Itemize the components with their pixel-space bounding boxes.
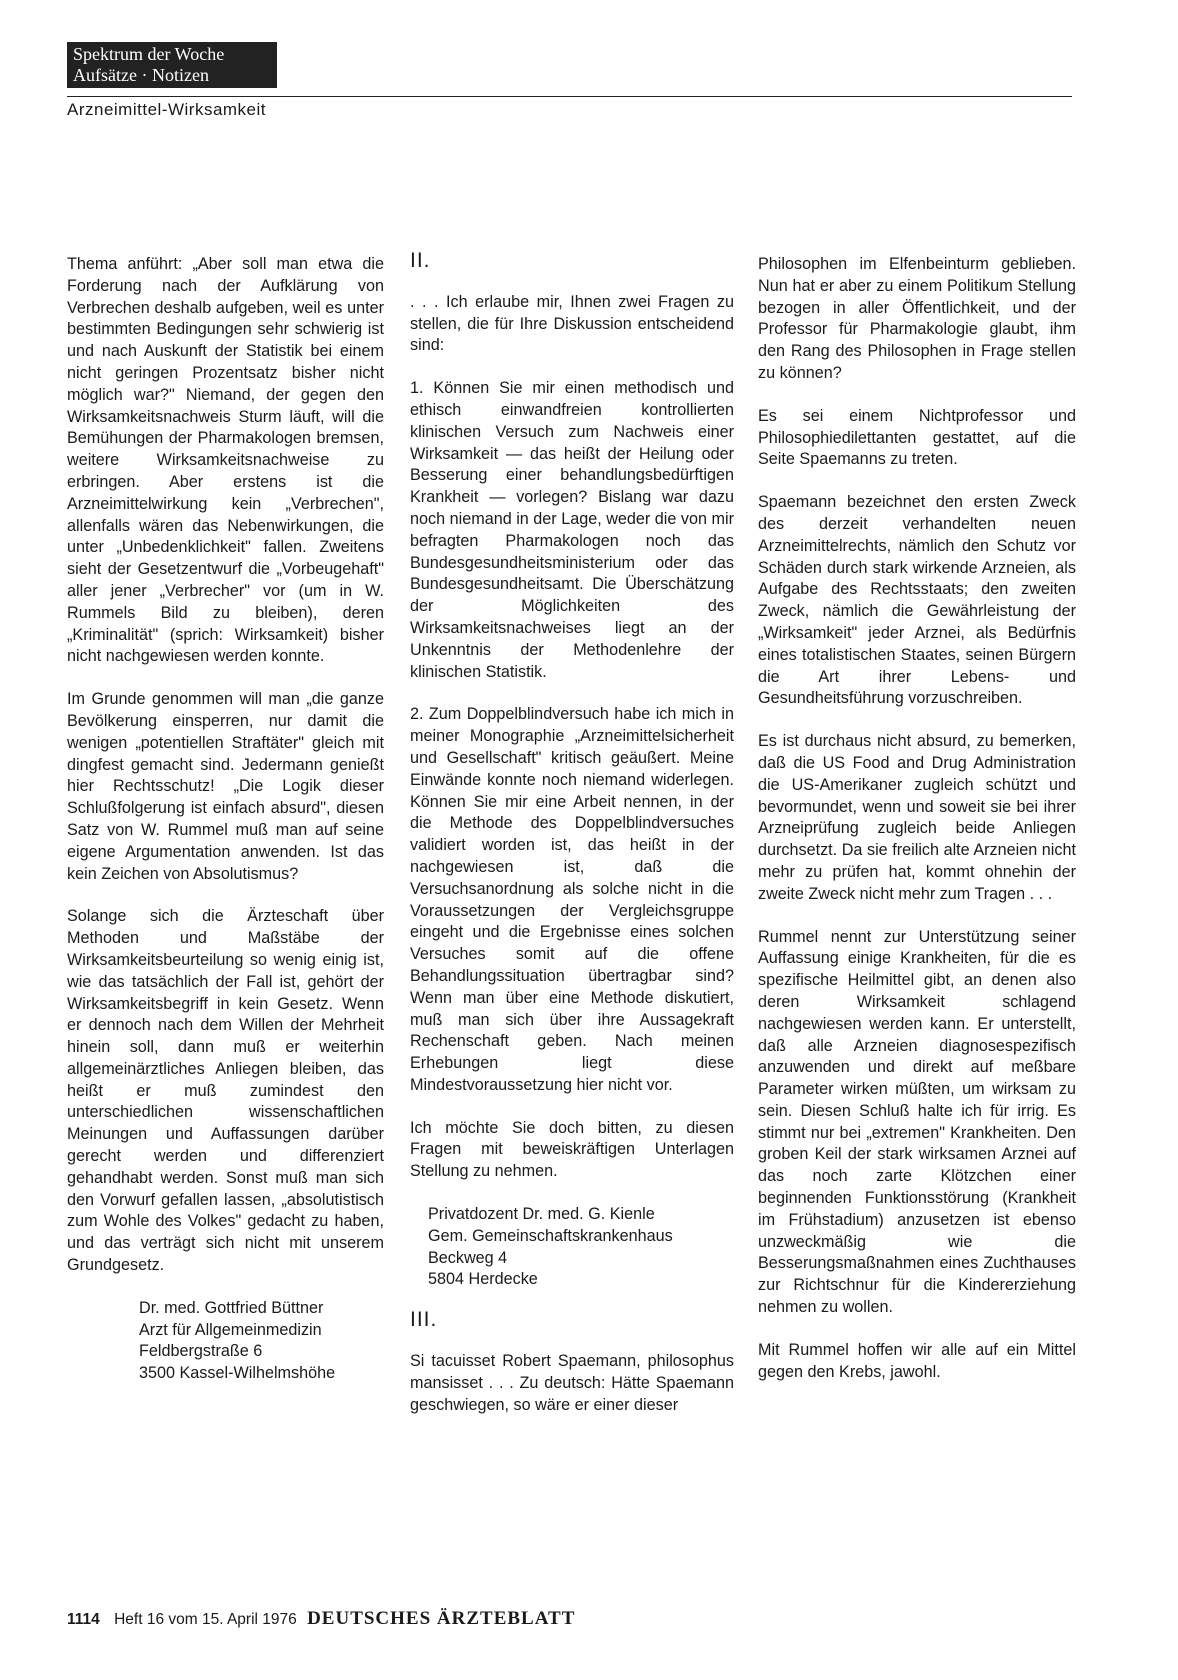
banner-line-2: Aufsätze · Notizen — [73, 65, 209, 85]
signature-buettner — [139, 1298, 384, 1385]
heading-iii: III. — [410, 1308, 438, 1332]
page-footer — [67, 1608, 575, 1630]
signature-line: Beckweg 4 — [428, 1248, 508, 1267]
paragraph: Philosophen im Elfenbeinturm geblieben. Nun hat er aber zu einem Politikum Stellung bezogen in aller Öffentlichkeit, und der Professor für Pharmakologie glaubt, ihm den Rang des Philosophen in Frage stellen zu können? — [758, 255, 1076, 382]
signature-line: Arzt für Allgemeinmedizin — [139, 1320, 322, 1339]
header-rule — [67, 96, 1072, 97]
paragraph: Si tacuisset Robert Spaemann, philosophus mansisset . . . Zu deutsch: Hätte Spaemann geschwiegen, so wäre er einer dieser — [410, 1352, 734, 1414]
paragraph: Ich möchte Sie doch bitten, zu diesen Fragen mit beweiskräftigen Unterlagen Stellung zu nehmen. — [410, 1118, 734, 1181]
section-banner — [67, 42, 277, 88]
paragraph: Spaemann bezeichnet den ersten Zweck des derzeit verhandelten neuen Arzneimittelrechts, nämlich den Schutz vor Schäden durch stark wirkende Arzneien, als Aufgabe des Rechtsstaats; den zweiten Zweck, nämlich die Gewährleistung der „Wirksamkeit" jeder Arznei, als Bedürfnis eines totalistischen Staates, seinen Bürgern die Art ihrer Lebens- und Gesundheitsführung vorzuschreiben. — [758, 493, 1076, 708]
signature-line: 3500 Kassel-Wilhelmshöhe — [139, 1364, 336, 1383]
signature-line: Gem. Gemeinschaftskrankenhaus — [428, 1226, 673, 1245]
paragraph: 1. Können Sie mir einen methodisch und ethisch einwandfreien kontrollierten klinischen Versuch zum Nachweis einer Wirksamkeit — das heißt der Heilung oder Besserung einer behandlungsbedürftigen Krankheit — vorlegen? Bislang war dazu noch niemand in der Lage, weder die von mir befragten Pharmakologen noch das Bundesgesundheitsministerium oder das Bundesgesundheitsamt. Die Überschätzung der Möglichkeiten des Wirksamkeitsnachweises liegt an der Unkenntnis der Methodenlehre der klinischen Statistik. — [410, 379, 734, 681]
signature-kienle — [428, 1204, 734, 1291]
column-3 — [758, 254, 1076, 1404]
issue-info: Heft 16 vom 15. April 1976 — [114, 1611, 297, 1628]
paragraph: 2. Zum Doppelblindversuch habe ich mich in meiner Monographie „Arzneimittelsicherheit und Gesellschaft" kritisch geäußert. Meine Einwände konnte noch niemand widerlegen. Können Sie mir eine Arbeit nennen, in der die Methode des Doppelblindversuches validiert worden ist, das heißt in der nachgewiesen ist, daß die Versuchsanordnung als solche nicht in die Voraussetzungen der Vergleichsgruppe eingeht und die Ergebnisse eines solchen Versuches somit auf die offene Behandlungssituation übertragbar sind? Wenn man über eine Methode diskutiert, muß man sich über ihre Aussagekraft Rechenschaft geben. Nach meinen Erhebungen liegt diese Mindestvoraussetzung hier nicht vor. — [410, 705, 734, 1094]
signature-line: Privatdozent Dr. med. G. Kienle — [428, 1205, 655, 1224]
banner-line-1: Spektrum der Woche — [73, 44, 225, 64]
paragraph: Im Grunde genommen will man „die ganze Bevölkerung einsperren, nur damit die wenigen „potentiellen Straftäter" gleich mit dingfest gemacht sind. Jedermann genießt hier Rechtsschutz! „Die Logik dieser Schlußfolgerung ist einfach absurd", diesen Satz von W. Rummel muß man auf seine eigene Argumentation anwenden. Ist das kein Zeichen von Absolutismus? — [67, 690, 384, 883]
paragraph: Solange sich die Ärzteschaft über Methoden und Maßstäbe der Wirksamkeitsbeurteilung so wenig einig ist, wie das tatsächlich der Fall ist, gehört der Wirksamkeitsbegriff in kein Gesetz. Wenn er dennoch nach dem Willen der Mehrheit hinein soll, dann muß er weiterhin allgemeinärztliches Anliegen bleiben, das heißt er muß zumindest den unterschiedlichen wissenschaftlichen Meinungen und Auffassungen darüber gerecht werden und differenziert gehandhabt werden. Sonst muß man sich den Vorwurf gefallen lassen, „absolutistisch zum Wohle des Volkes" gedacht zu haben, und das verträgt sich nicht mit unserem Grundgesetz. — [67, 907, 384, 1275]
paragraph: . . . Ich erlaube mir, Ihnen zwei Fragen zu stellen, die für Ihre Diskussion entscheidend sind: — [410, 292, 734, 355]
signature-line: Dr. med. Gottfried Büttner — [139, 1298, 324, 1317]
heading-ii: II. — [410, 249, 431, 272]
signature-line: Feldbergstraße 6 — [139, 1342, 263, 1361]
column-2 — [410, 250, 734, 1437]
page-number: 1114 — [67, 1611, 100, 1628]
signature-line: 5804 Herdecke — [428, 1270, 538, 1289]
section-title: Arzneimittel-Wirksamkeit — [67, 100, 267, 119]
magazine-title: DEUTSCHES ÄRZTEBLATT — [307, 1608, 576, 1629]
column-1 — [67, 254, 384, 1385]
paragraph: Rummel nennt zur Unterstützung seiner Auffassung einige Krankheiten, für die es spezifische Heilmittel gibt, an denen also deren Wirksamkeit schlagend nachgewiesen werden kann. Er unterstellt, daß alle Arzneien diagnosespezifisch anzuwenden und direkt auf meßbare Parameter wirken müßten, um wirksam zu sein. Diesen Schluß halte ich für irrig. Es stimmt nur bei „extremen" Krankheiten. Den groben Keil der stark wirksamen Arznei auf das noch zarte Klötzchen einer beginnenden Funktionsstörung (Krankheit im Frühstadium) anzusetzen ist ebenso unzweckmäßig wie die Besserungsmaßnahmen eines Zuchthauses zur Richtschnur für die Kindererziehung nehmen zu wollen. — [758, 927, 1076, 1317]
paragraph: Thema anführt: „Aber soll man etwa die Forderung nach der Aufklärung von Verbrechen deshalb aufgeben, weil es unter bestimmten Bedingungen sehr schwierig ist und nach Auskunft der Statistik bei einem nicht geringen Prozentsatz bisher nicht möglich war?" Niemand, der gegen den Wirksamkeitsnachweis Sturm läuft, will die Bemühungen der Pharmakologen bremsen, weitere Wirksamkeitsnachweise zu erbringen. Aber erstens ist die Arzneimittelwirkung kein „Verbrechen", allenfalls wären das Nebenwirkungen, die unter „Unbedenklichkeit" fallen. Zweitens sieht der Gesetzentwurf die „Vorbeugehaft" aller jener „Verbrecher" vor (um in W. Rummels Bild zu bleiben), deren „Kriminalität" (sprich: Wirksamkeit) bisher nicht nachgewiesen werden konnte. — [67, 255, 384, 666]
paragraph: Es ist durchaus nicht absurd, zu bemerken, daß die US Food and Drug Administration die US-Amerikaner zugleich schützt und bevormundet, wenn und soweit sie bei ihrer Arzneiprüfung zugleich beide Anliegen durchsetzt. Da sie freilich alte Arzneien nicht mehr zu prüfen hat, kommt ohnehin der zweite Zweck nicht mehr zum Tragen . . . — [758, 732, 1076, 903]
paragraph: Es sei einem Nichtprofessor und Philosophiedilettanten gestattet, auf die Seite Spaemanns zu treten. — [758, 406, 1076, 469]
paragraph: Mit Rummel hoffen wir alle auf ein Mittel gegen den Krebs, jawohl. — [758, 1340, 1076, 1381]
